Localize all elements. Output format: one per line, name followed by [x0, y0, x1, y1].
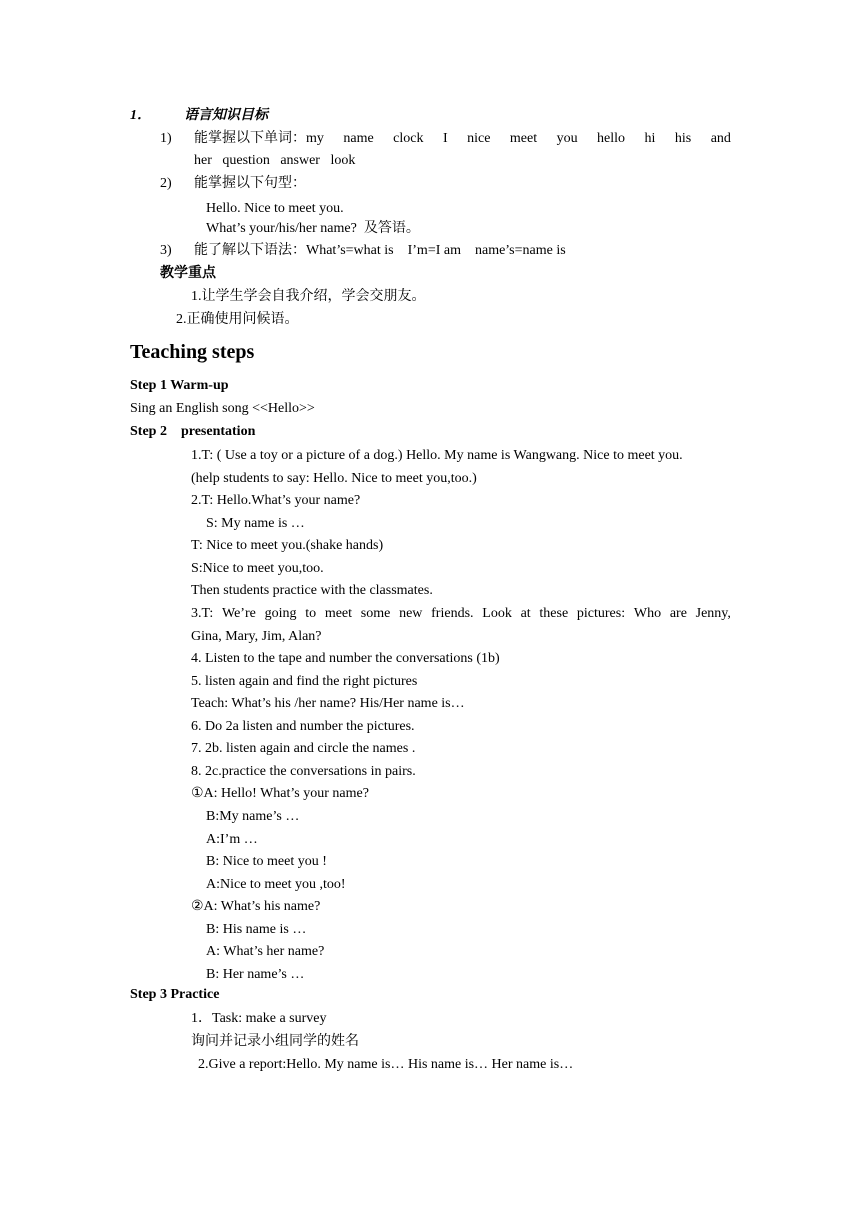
- step2-line: 8. 2c.practice the conversations in pairs.: [191, 764, 416, 779]
- step2-line-justified: 3.T: We’re going to meet some new friends. Look at these pictures: Who are Jenny,: [191, 606, 731, 621]
- objective-item-number: 1): [160, 131, 172, 146]
- step2-line: (help students to say: Hello. Nice to meet you,too.): [191, 471, 477, 486]
- dialogue-line: ①A: Hello! What’s your name?: [191, 786, 369, 801]
- key-point-item: 1.让学生学会自我介绍，学会交朋友。: [191, 289, 426, 304]
- objective-item-number: 3): [160, 243, 172, 258]
- dialogue-line: A:Nice to meet you ,too!: [206, 877, 346, 892]
- step3-line: 询问并记录小组同学的姓名: [191, 1034, 359, 1049]
- step3-title: Step 3 Practice: [130, 987, 220, 1002]
- step2-line: Then students practice with the classmates.: [191, 583, 433, 598]
- objectives-heading-number: 1．: [130, 108, 151, 123]
- step2-line: S: My name is …: [206, 516, 305, 531]
- objective-grammar: 能了解以下语法：What’s=what is I’m=I am name’s=name is: [194, 243, 566, 258]
- objective-vocab-line: 能掌握以下单词：my name clock I nice meet you hello hi his and: [194, 131, 731, 146]
- dialogue-line: B: Her name’s …: [206, 967, 305, 982]
- step2-line: 4. Listen to the tape and number the conversations (1b): [191, 651, 500, 666]
- dialogue-line: B:My name’s …: [206, 809, 300, 824]
- objectives-heading: 语言知识目标: [184, 108, 268, 123]
- key-points-title: 教学重点: [160, 266, 216, 281]
- dialogue-line: A:I’m …: [206, 832, 258, 847]
- step2-line: Gina, Mary, Jim, Alan?: [191, 629, 322, 644]
- dialogue-line: A: What’s her name?: [206, 944, 325, 959]
- dialogue-line: B: His name is …: [206, 922, 307, 937]
- objective-sentence: Hello. Nice to meet you.: [206, 201, 344, 216]
- step1-content: Sing an English song <<Hello>>: [130, 401, 315, 416]
- objective-sentence: What’s your/his/her name? 及答语。: [206, 221, 420, 236]
- step2-line: S:Nice to meet you,too.: [191, 561, 324, 576]
- step2-line: T: Nice to meet you.(shake hands): [191, 538, 384, 553]
- objective-vocab-line-2: her question answer look: [194, 153, 356, 168]
- step3-line: 2.Give a report:Hello. My name is… His name is… Her name is…: [198, 1057, 574, 1072]
- objective-sentences-label: 能掌握以下句型：: [194, 176, 306, 191]
- step2-line: Teach: What’s his /her name? His/Her name is…: [191, 696, 465, 711]
- dialogue-line: ②A: What’s his name?: [191, 899, 321, 914]
- objective-item-number: 2): [160, 176, 172, 191]
- step2-line: 2.T: Hello.What’s your name?: [191, 493, 361, 508]
- step3-line: 1．Task: make a survey: [191, 1011, 327, 1026]
- step1-title: Step 1 Warm-up: [130, 378, 229, 393]
- step2-line: 5. listen again and find the right pictures: [191, 674, 418, 689]
- step2-line: 1.T: ( Use a toy or a picture of a dog.) Hello. My name is Wangwang. Nice to meet you.: [191, 448, 683, 463]
- step2-line: 7. 2b. listen again and circle the names .: [191, 741, 416, 756]
- step2-line: 6. Do 2a listen and number the pictures.: [191, 719, 415, 734]
- teaching-steps-title: Teaching steps: [130, 341, 255, 363]
- dialogue-line: B: Nice to meet you !: [206, 854, 327, 869]
- key-point-item: 2.正确使用问候语。: [176, 312, 299, 327]
- step2-title: Step 2 presentation: [130, 424, 256, 439]
